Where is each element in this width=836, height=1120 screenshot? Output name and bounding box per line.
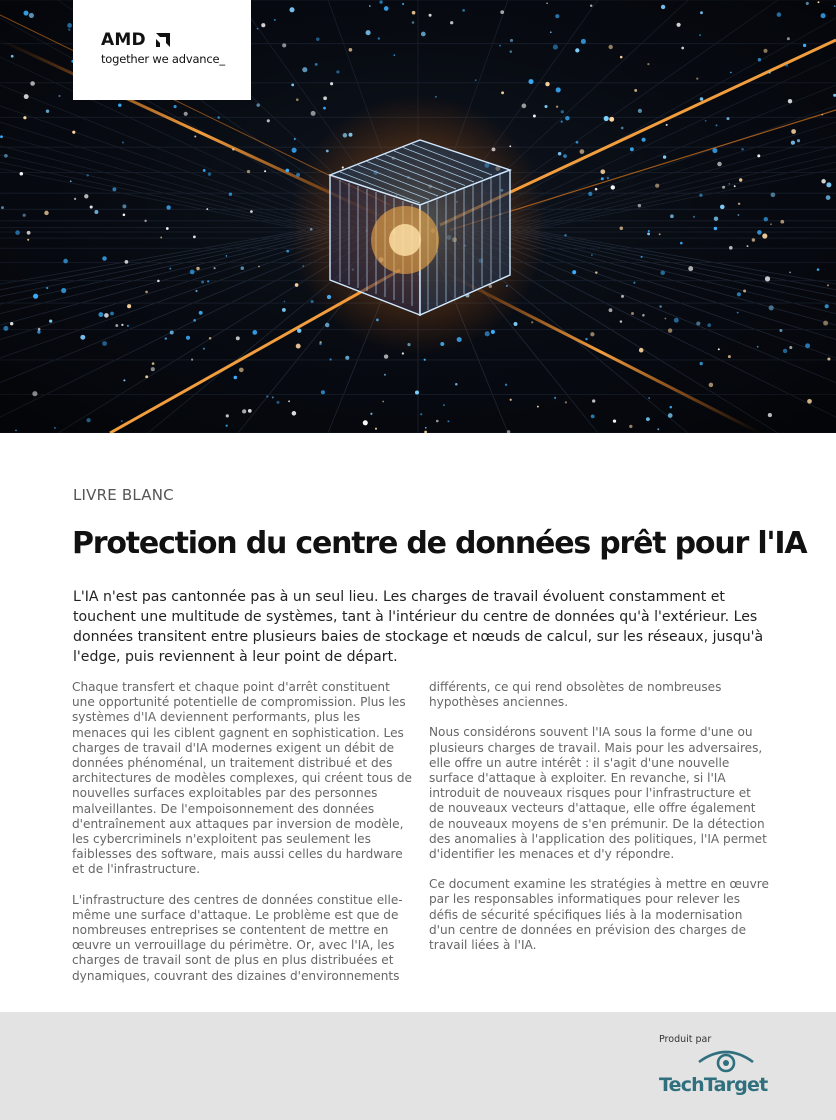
publisher-name: TechTarget — [659, 1074, 768, 1096]
body-paragraph: L'infrastructure des centres de données constitue elle-même une surface d'attaque. Le problème est que de nombreuses entreprises se contentent de mettre en œuvre un verrouillage du périmètre. Or, avec l'IA, les charges de travail sont de plus en plus distribuées et dynamiques, couvrant des dizaines d'environnements — [72, 892, 403, 983]
body-paragraph: Chaque transfert et chaque point d'arrêt constituent une opportunité potentielle de compromission. Plus les systèmes d'IA deviennent performants, plus les menaces qui les ciblent gagnent en sophistication. Les charges de travail d'IA modernes exigent un débit de données phénoménal, un traitement distribué et des architectures de modèles complexes, qui créent tous de nouvelles surfaces exploitables par des personnes malveillantes. De l'empoisonnement des données d'entraînement aux attaques par inversion de modèle, les cybercriminels n'exploitent pas seulement les faiblesses des software, mais aussi celles du hardware et de l'infrastructure. — [72, 680, 412, 877]
brand-tagline: together we advance_ — [101, 52, 225, 66]
document-title: Protection du centre de données prêt pour l'IA — [72, 526, 807, 561]
document-type-label: LIVRE BLANC — [73, 486, 174, 504]
produced-by-label: Produit par — [659, 1034, 712, 1045]
brand-logo-box — [73, 0, 251, 100]
document-lede: L'IA n'est pas cantonnée pas à un seul lieu. Les charges de travail évoluent constamment et touchent une multitude de systèmes, tant à l'intérieur du centre de données qu'à l'extérieur. Les données transitent entre plusieurs baies de stockage et nœuds de calcul, sur les réseaux, jusqu'à l'edge, puis reviennent à leur point de départ. — [73, 589, 764, 665]
body-paragraph: Ce document examine les stratégies à mettre en œuvre par les responsables informatiques pour relever les défis de sécurité spécifiques liés à la modernisation d'un centre de données en prévision des charges de travail liées à l'IA. — [429, 877, 769, 953]
brand-name: AMD — [101, 30, 146, 50]
body-column-left — [72, 680, 412, 999]
body-paragraph: Nous considérons souvent l'IA sous la forme d'une ou plusieurs charges de travail. Mais pour les adversaires, elle offre un autre intérêt : il s'agit d'une nouvelle surface d'attaque à exploiter. En revanche, si l'IA introduit de nouveaux risques pour l'infrastructure et de nouveaux vecteurs d'attaque, elle offre également de nouveaux moyens de s'en prémunir. De la détection des anomalies à l'application des politiques, l'IA permet d'identifier les menaces et d'y répondre. — [429, 725, 767, 862]
body-column-right — [429, 680, 769, 968]
amd-arrow-icon — [156, 33, 170, 47]
techtarget-eye-icon — [697, 1048, 755, 1076]
body-paragraph: différents, ce qui rend obsolètes de nombreuses hypothèses anciennes. — [429, 680, 722, 710]
